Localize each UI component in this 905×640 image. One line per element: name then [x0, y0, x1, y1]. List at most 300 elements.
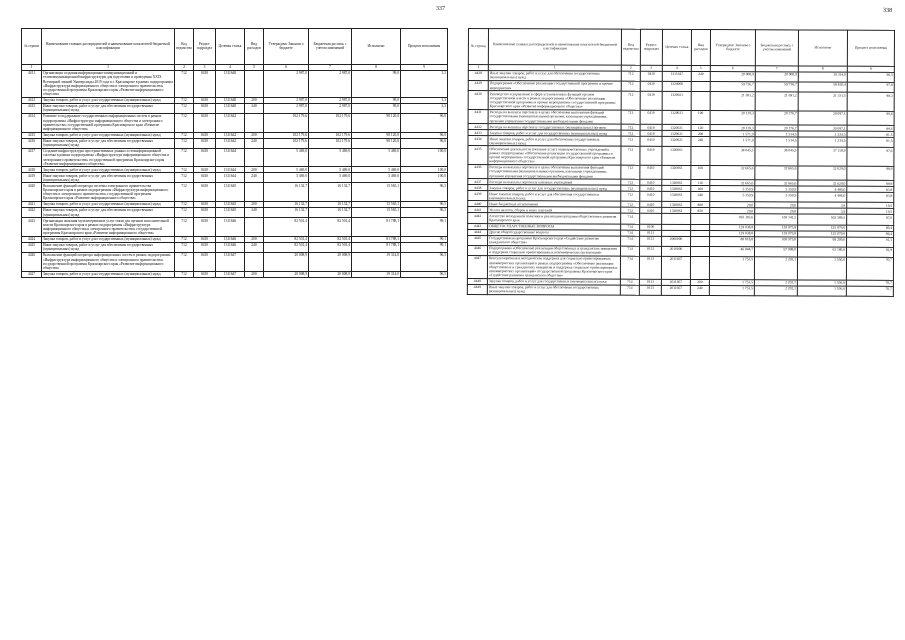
cell-row-number: 4411: [22, 70, 42, 97]
cell-name: Закупка товаров, работ и услуг для государственных (муниципальных) нужд: [42, 202, 175, 208]
cell-section: 0410: [194, 202, 216, 208]
cell-section: 0113: [640, 230, 662, 236]
cell-expense-type: 240: [245, 173, 264, 183]
header-row-number: № строки: [22, 29, 42, 65]
cell-section: 0410: [194, 103, 216, 113]
cell-approved: 59 736,7: [710, 82, 755, 92]
cell-approved: 1 571,9: [710, 131, 755, 137]
cell-executed: 20 097,1: [798, 125, 847, 131]
table-row: [22, 103, 448, 113]
cell-approved: 2 987,0: [264, 70, 309, 97]
cell-approved: 20 008,9: [710, 71, 755, 81]
cell-name: Закупка товаров, работ и услуг для государственных (муниципальных) нужд: [42, 271, 175, 277]
cell-approved: 1 571,9: [710, 137, 755, 147]
cell-section: 0410: [640, 186, 662, 192]
header-budget-roster: Бюджетная роспись с учетом изменений: [309, 29, 352, 65]
cell-approved: 16 132,7: [264, 208, 309, 218]
header-section: Раздел-подраздел: [640, 29, 662, 65]
cell-percent: 99,1: [401, 218, 448, 237]
cell-section: 0410: [194, 70, 216, 97]
cell-percent: 96,5: [401, 271, 448, 277]
cell-budget-roster: 518 141,5: [755, 214, 798, 224]
cell-percent: 97,6: [847, 147, 894, 166]
cell-expense-type: 240: [245, 242, 264, 252]
cell-executed: 63 180,6: [798, 247, 847, 257]
cell-name: Государственная программа Красноярского края «Содействие развитию гражданского общества»: [488, 235, 621, 246]
column-number: 6: [264, 64, 309, 70]
cell-executed: 1 556,6: [797, 280, 846, 286]
cell-executed: 19 314,0: [798, 72, 847, 82]
cell-budget-roster: 82 501,4: [309, 242, 352, 252]
cell-percent: 96,0: [401, 132, 448, 138]
cell-section: 0410: [194, 113, 216, 132]
cell-approved: 493 303,6: [710, 214, 755, 224]
cell-approved: 102 179,6: [264, 113, 309, 132]
cell-approved: 5 359,9: [710, 192, 755, 202]
header-budget-roster: Бюджетная роспись с учетом изменений: [755, 30, 798, 66]
cell-row-number: 4447: [467, 255, 487, 278]
cell-expense-type: [245, 113, 264, 132]
cell-approved: 88 018,8: [710, 236, 755, 246]
cell-section: 0410: [194, 167, 216, 173]
cell-budget-roster: 102 179,6: [309, 138, 352, 148]
cell-name: Иные закупки товаров, работ и услуг для обеспечения государственных (муниципальных) нужд: [42, 138, 175, 148]
cell-name: Иные закупки товаров, работ и услуг для обеспечения государственных (муниципальных) нужд: [42, 208, 175, 218]
cell-department-code: 712: [621, 191, 640, 201]
cell-executed: 81 788,1: [352, 236, 401, 242]
cell-budget-roster: 20 008,9: [309, 253, 352, 272]
cell-row-number: 4425: [22, 242, 42, 252]
cell-budget-roster: 2 987,0: [309, 97, 352, 103]
cell-section: [640, 214, 662, 224]
cell-percent: 19,5: [847, 203, 894, 209]
header-percent: Процент исполнения: [401, 29, 448, 65]
cell-percent: 99,1: [401, 236, 448, 242]
cell-row-number: 4417: [22, 148, 42, 167]
cell-target-article: 1311647: [216, 253, 245, 272]
cell-section: 0410: [194, 242, 216, 252]
cell-target-article: 2000000: [662, 236, 691, 246]
cell-expense-type: 200: [245, 97, 264, 103]
column-number: 4: [216, 64, 245, 70]
cell-budget-roster: 16 132,7: [309, 183, 352, 202]
cell-executed: 58 450,4: [798, 82, 847, 92]
cell-section: 0113: [639, 285, 661, 295]
cell-department-code: 712: [621, 136, 640, 146]
cell-row-number: 4416: [22, 138, 42, 148]
cell-expense-type: [245, 183, 264, 202]
left-budget-table: [21, 28, 448, 278]
table-row: [467, 255, 893, 280]
cell-department-code: 712: [175, 70, 194, 97]
column-number: 1: [468, 64, 488, 70]
cell-target-article: 2011667: [661, 285, 690, 295]
cell-target-article: [662, 214, 691, 224]
cell-name: Закупка товаров, работ и услуг для государственных (муниципальных) нужд: [488, 130, 621, 137]
cell-target-article: 1320021: [662, 92, 691, 111]
cell-row-number: 4439: [468, 191, 488, 201]
cell-expense-type: [691, 147, 710, 166]
cell-name: Обеспечение деятельности (оказание услуг) подведомственных учреждений в рамках подпрограммы «Обеспечение реализации государственной программы и прочие мероприятия» государственной программы Красноярского края «Развитие информационного общества»: [488, 146, 621, 165]
cell-row-number: 4424: [22, 236, 42, 242]
cell-row-number: 4438: [468, 185, 488, 191]
cell-row-number: 4436: [468, 164, 488, 178]
cell-approved: 46 044,7: [710, 246, 755, 256]
cell-executed: 5 469,0: [352, 173, 401, 183]
cell-approved: 5 469,0: [264, 173, 309, 183]
cell-name: Иные закупки товаров, работ и услуг для обеспечения государственных (муниципальных) нужд: [487, 284, 620, 295]
cell-budget-roster: 1 514,5: [755, 137, 798, 147]
cell-approved: 5 359,9: [710, 186, 755, 192]
cell-section: 0410: [640, 208, 662, 214]
cell-row-number: 4437: [468, 179, 488, 185]
cell-row-number: 4442: [468, 213, 488, 223]
cell-percent: 3,3: [401, 70, 448, 97]
cell-name: Расходы на выплаты персоналу государственных (муниципальных) органов: [488, 124, 621, 131]
cell-row-number: 4420: [22, 183, 42, 202]
column-number: 7: [755, 66, 798, 72]
cell-approved: 102 179,6: [264, 138, 309, 148]
cell-name: Иные бюджетные ассигнования: [488, 201, 621, 208]
column-number: 7: [309, 64, 352, 70]
cell-name: Иные закупки товаров, работ и услуг для обеспечения государственных (муниципальных) нужд: [42, 103, 175, 113]
cell-department-code: 712: [621, 71, 640, 81]
cell-budget-roster: 59 736,7: [755, 82, 798, 92]
cell-percent: 70,7: [846, 286, 893, 296]
cell-budget-roster: 5 359,9: [755, 192, 798, 202]
cell-budget-roster: 82 501,4: [309, 236, 352, 242]
cell-budget-roster: 82 501,4: [309, 218, 352, 237]
cell-row-number: 4430: [468, 91, 488, 110]
cell-department-code: 712: [175, 103, 194, 113]
cell-expense-type: [691, 92, 710, 111]
cell-percent: 100,0: [401, 173, 448, 183]
cell-name: Подпрограмма «Обеспечение реализации государственной программы и прочие мероприятия»: [488, 81, 621, 92]
cell-percent: 99,6: [847, 125, 894, 131]
cell-target-article: 1320000: [662, 81, 691, 91]
cell-section: 0410: [194, 97, 216, 103]
cell-department-code: 712: [175, 236, 194, 242]
left-table-header: [22, 29, 448, 65]
cell-expense-type: [245, 148, 264, 167]
cell-row-number: 4435: [468, 146, 488, 165]
cell-department-code: 712: [175, 97, 194, 103]
cell-department-code: 712: [175, 208, 194, 218]
cell-target-article: 1320061: [662, 202, 691, 208]
cell-section: 0113: [640, 236, 662, 246]
cell-section: 0410: [194, 148, 216, 167]
cell-executed: 81 788,1: [352, 218, 401, 237]
cell-percent: 96,5: [847, 72, 894, 82]
cell-department-code: 712: [621, 91, 640, 110]
cell-section: 0410: [640, 110, 662, 124]
cell-executed: 99,0: [352, 97, 401, 103]
cell-percent: 3,3: [401, 97, 448, 103]
cell-target-article: 1320021: [662, 136, 691, 146]
header-executed: Исполнено: [798, 30, 847, 66]
cell-percent: 96,0: [401, 138, 448, 148]
table-row: [22, 113, 448, 132]
table-row: [22, 183, 448, 202]
cell-name: Создание инфраструктуры пространственных данных и геоинформационной системы в рамках подпрограммы «Инфраструктура информационного общества и электронного правительства» государственной программы Красноярского края «Развитие информационного общества»: [42, 148, 175, 167]
header-expense-type: Вид расходов: [245, 29, 264, 65]
cell-executed: 98 120,0: [352, 113, 401, 132]
cell-expense-type: [245, 70, 264, 97]
cell-name: Развитие и поддержание государственных информационных систем в рамках подпрограммы «Инфраструктура информационного общества и электронного правительства» государственной программы Красноярского края «Развитие информационного общества»: [42, 113, 175, 132]
cell-executed: 1 234,5: [798, 137, 847, 147]
cell-approved: 82 501,4: [264, 236, 309, 242]
cell-executed: 502 589,5: [798, 214, 847, 224]
cell-name: Иные закупки товаров, работ и услуг для обеспечения государственных (муниципальных) нужд: [488, 136, 621, 147]
cell-target-article: 2011667: [661, 279, 690, 285]
cell-percent: 70,7: [846, 257, 893, 280]
cell-department-code: 712: [175, 113, 194, 132]
cell-department-code: 712: [621, 124, 640, 130]
cell-row-number: 4448: [467, 278, 487, 284]
cell-section: 0410: [640, 165, 662, 179]
header-row-number: № строки: [468, 29, 488, 65]
cell-department-code: 712: [175, 242, 194, 252]
cell-row-number: 4449: [467, 284, 487, 294]
table-row: [22, 271, 448, 277]
cell-budget-roster: 1 514,5: [755, 131, 798, 137]
cell-executed: 15 565,1: [352, 208, 401, 218]
cell-budget-roster: 5 469,0: [309, 148, 352, 167]
cell-department-code: 712: [175, 167, 194, 173]
cell-executed: 19 314,0: [352, 253, 401, 272]
cell-approved: 20 119,3: [710, 110, 755, 125]
cell-expense-type: 120: [691, 125, 710, 131]
cell-row-number: 4414: [22, 113, 42, 132]
cell-section: 0410: [640, 71, 662, 81]
left-table-body: [22, 64, 448, 277]
header-name: Наименование главных распорядителей и наименование показателей бюджетной классификации: [42, 29, 175, 65]
cell-name: Руководство и управление в сфере установленных функций органов государственной власти в рамках подпрограммы «Обеспечение реализации государственной программы и прочие мероприятия» государственной программы Красноярского края «Развитие информационного общества»: [488, 91, 621, 110]
cell-section: 0410: [194, 271, 216, 277]
cell-row-number: 4415: [22, 132, 42, 138]
cell-department-code: 712: [621, 81, 640, 91]
cell-budget-roster: 2 202,1: [754, 279, 797, 285]
cell-name: Закупка товаров, работ и услуг для государственных (муниципальных) нужд: [42, 132, 175, 138]
cell-expense-type: [691, 246, 710, 256]
cell-percent: 83,8: [847, 186, 894, 192]
cell-budget-roster: 102 179,6: [309, 113, 352, 132]
cell-approved: 32 665,6: [710, 180, 755, 186]
cell-name: Организация создания информационно-коммуникационной и телекоммуникационной инфраструктуры для подготовки и проведения XXIX Всемирной зимней Универсиады 2019 года в г. Красноярске в рамках подпрограммы «Инфраструктура информационного общества и электронного правительства» государственной программы Красноярского края «Развитие информационного общества»: [43, 71, 173, 97]
cell-section: 0410: [640, 147, 662, 166]
cell-section: 0410: [640, 124, 662, 130]
cell-budget-roster: 20 176,7: [755, 111, 798, 126]
cell-approved: 2 987,0: [264, 97, 309, 103]
cell-expense-type: [245, 218, 264, 237]
cell-name: Расходы на выплаты персоналу в целях обеспечения выполнения функций государственными (муниципальными) органами, казенными учреждениями, органами управления государственными внебюджетными фондами: [488, 164, 621, 179]
cell-approved: 129 038,8: [710, 224, 755, 230]
cell-name: Иные закупки товаров, работ и услуг для обеспечения государственных (муниципальных) нужд: [42, 173, 175, 183]
cell-budget-roster: 2 202,1: [754, 257, 797, 280]
cell-department-code: 714: [620, 279, 639, 285]
right-page-number: 338: [883, 7, 893, 14]
cell-section: 0410: [640, 136, 662, 146]
table-row: [22, 70, 448, 97]
column-number: 8: [352, 64, 401, 70]
cell-percent: 19,5: [847, 209, 894, 215]
cell-target-article: 1311640: [216, 97, 245, 103]
cell-executed: 1 234,5: [798, 131, 847, 137]
cell-name: Выполнение функций оператора информационных систем в рамках подпрограммы «Инфраструктура информационного общества и электронного правительства» государственной программы Красноярского края «Развитие информационного общества»: [42, 253, 175, 272]
cell-row-number: 4429: [468, 80, 488, 90]
cell-expense-type: 200: [245, 167, 264, 173]
cell-target-article: 1311640: [216, 103, 245, 113]
cell-expense-type: 200: [245, 202, 264, 208]
cell-name: Закупка товаров, работ и услуг для государственных (муниципальных) нужд: [487, 278, 620, 285]
cell-expense-type: [691, 81, 710, 91]
cell-row-number: 4412: [22, 97, 42, 103]
table-row: [468, 146, 894, 166]
cell-executed: 32 629,0: [798, 180, 847, 186]
cell-expense-type: 200: [691, 186, 710, 192]
header-percent: Процент исполнения: [847, 30, 894, 66]
cell-section: 0113: [639, 256, 661, 279]
cell-executed: 1 556,6: [797, 257, 846, 280]
cell-percent: 96,0: [401, 113, 448, 132]
header-target-article: Целевая статья: [662, 29, 691, 65]
cell-target-article: 1311644: [216, 167, 245, 173]
cell-department-code: 714: [621, 230, 640, 236]
cell-section: 0410: [640, 202, 662, 208]
cell-expense-type: 240: [245, 138, 264, 148]
cell-target-article: 1311647: [662, 71, 691, 81]
cell-target-article: 1320021: [662, 110, 691, 125]
cell-approved: 16 132,7: [264, 202, 309, 208]
cell-executed: 20 097,1: [798, 111, 847, 126]
header-approved: Утверждено Законом о бюджете: [264, 29, 309, 65]
cell-section: 0410: [194, 173, 216, 183]
cell-approved: 20,0: [710, 202, 755, 208]
table-row: [22, 242, 448, 252]
cell-executed: 125 079,6: [798, 231, 847, 237]
column-number: 3: [640, 65, 662, 71]
cell-percent: 96,5: [401, 202, 448, 208]
cell-target-article: 1311646: [216, 218, 245, 237]
cell-name: Закупка товаров, работ и услуг для государственных (муниципальных) нужд: [42, 236, 175, 242]
column-number: 9: [401, 64, 448, 70]
cell-name: Выполнение функций оператора системы электронного правительства Красноярского края в рамках подпрограммы «Инфраструктура информационного общества и электронного правительства» государственной программы Красноярского края «Развитие информационного общества»: [42, 183, 175, 202]
right-page: [465, 7, 894, 634]
cell-department-code: 712: [175, 218, 194, 237]
cell-department-code: 714: [620, 285, 639, 295]
cell-budget-roster: 21 691,2: [755, 92, 798, 111]
cell-expense-type: 200: [245, 132, 264, 138]
cell-approved: 1 753,5: [709, 285, 754, 295]
header-department-code: Код ведомства: [175, 29, 194, 65]
cell-expense-type: [691, 236, 710, 246]
cell-target-article: 1320061: [662, 147, 691, 166]
cell-department-code: 712: [621, 185, 640, 191]
cell-target-article: 1311642: [216, 138, 245, 148]
cell-department-code: 712: [175, 138, 194, 148]
cell-name: Другие общегосударственные вопросы: [488, 229, 621, 236]
cell-section: 0410: [194, 236, 216, 242]
cell-target-article: 1311645: [216, 183, 245, 202]
cell-budget-roster: 20 176,7: [755, 125, 798, 131]
cell-section: 0410: [640, 130, 662, 136]
cell-name: Закупка товаров, работ и услуг для государственных (муниципальных) нужд: [42, 97, 175, 103]
column-number: 1: [42, 64, 175, 70]
cell-row-number: 4434: [468, 136, 488, 146]
cell-target-article: 1320061: [662, 186, 691, 192]
cell-row-number: 4432: [468, 124, 488, 130]
column-number: 5: [691, 65, 710, 71]
cell-row-number: 4428: [468, 70, 488, 80]
cell-row-number: 4433: [468, 130, 488, 136]
cell-percent: 96,5: [401, 253, 448, 272]
cell-executed: 15 565,1: [352, 183, 401, 202]
cell-section: 0113: [639, 279, 661, 285]
cell-target-article: 2010000: [662, 246, 691, 256]
cell-target-article: 1311645: [216, 202, 245, 208]
cell-budget-roster: 2 202,1: [754, 285, 797, 295]
cell-department-code: 714: [621, 236, 640, 246]
cell-expense-type: [245, 253, 264, 272]
cell-name: Закупка товаров, работ и услуг для государственных (муниципальных) нужд: [42, 167, 175, 173]
cell-percent: 97,0: [847, 215, 894, 225]
cell-executed: 98 120,0: [352, 138, 401, 148]
table-row: [468, 91, 894, 111]
cell-name: Иные закупки товаров, работ и услуг для обеспечения государственных (муниципальных) нужд: [42, 242, 175, 252]
cell-approved: 1 753,5: [709, 279, 754, 285]
cell-row-number: 4419: [22, 173, 42, 183]
cell-executed: 5 469,0: [352, 167, 401, 173]
cell-budget-roster: 5 359,9: [755, 186, 798, 192]
table-row: [22, 138, 448, 148]
cell-name: ОБЩЕГОСУДАРСТВЕННЫЕ ВОПРОСЫ: [488, 223, 621, 230]
column-number: 1: [22, 64, 42, 70]
cell-name: Уплата налогов, сборов и иных платежей: [488, 207, 621, 214]
cell-department-code: 714: [621, 246, 640, 256]
column-number: 6: [710, 65, 755, 71]
cell-row-number: 4423: [22, 218, 42, 237]
cell-department-code: 712: [621, 146, 640, 165]
table-row: [22, 148, 448, 167]
cell-row-number: 4443: [468, 223, 488, 229]
cell-expense-type: 100: [691, 110, 710, 124]
cell-budget-roster: 20,0: [755, 208, 798, 214]
table-row: [22, 173, 448, 183]
cell-budget-roster: 38 045,5: [755, 147, 798, 166]
header-executed: Исполнено: [352, 29, 401, 65]
cell-percent: 100,0: [401, 148, 448, 167]
cell-section: 0410: [194, 218, 216, 237]
cell-department-code: 712: [621, 110, 640, 124]
cell-expense-type: 110: [691, 180, 710, 186]
cell-percent: 99,1: [401, 242, 448, 252]
cell-approved: 1 753,5: [709, 256, 754, 279]
cell-executed: 32 629,0: [798, 166, 847, 181]
cell-budget-roster: 5 469,0: [309, 167, 352, 173]
cell-approved: 21 691,2: [710, 92, 755, 111]
table-row: [22, 208, 448, 218]
table-row: [22, 253, 448, 272]
cell-department-code: 714: [620, 256, 639, 279]
cell-row-number: 4446: [468, 245, 488, 255]
header-expense-type: Вид расходов: [691, 29, 710, 65]
cell-executed: 5 469,0: [352, 148, 401, 167]
cell-expense-type: [691, 214, 710, 224]
cell-approved: 20 008,9: [264, 271, 309, 277]
cell-executed: 81 788,1: [352, 242, 401, 252]
cell-section: 0410: [640, 180, 662, 186]
table-row: [467, 284, 893, 296]
